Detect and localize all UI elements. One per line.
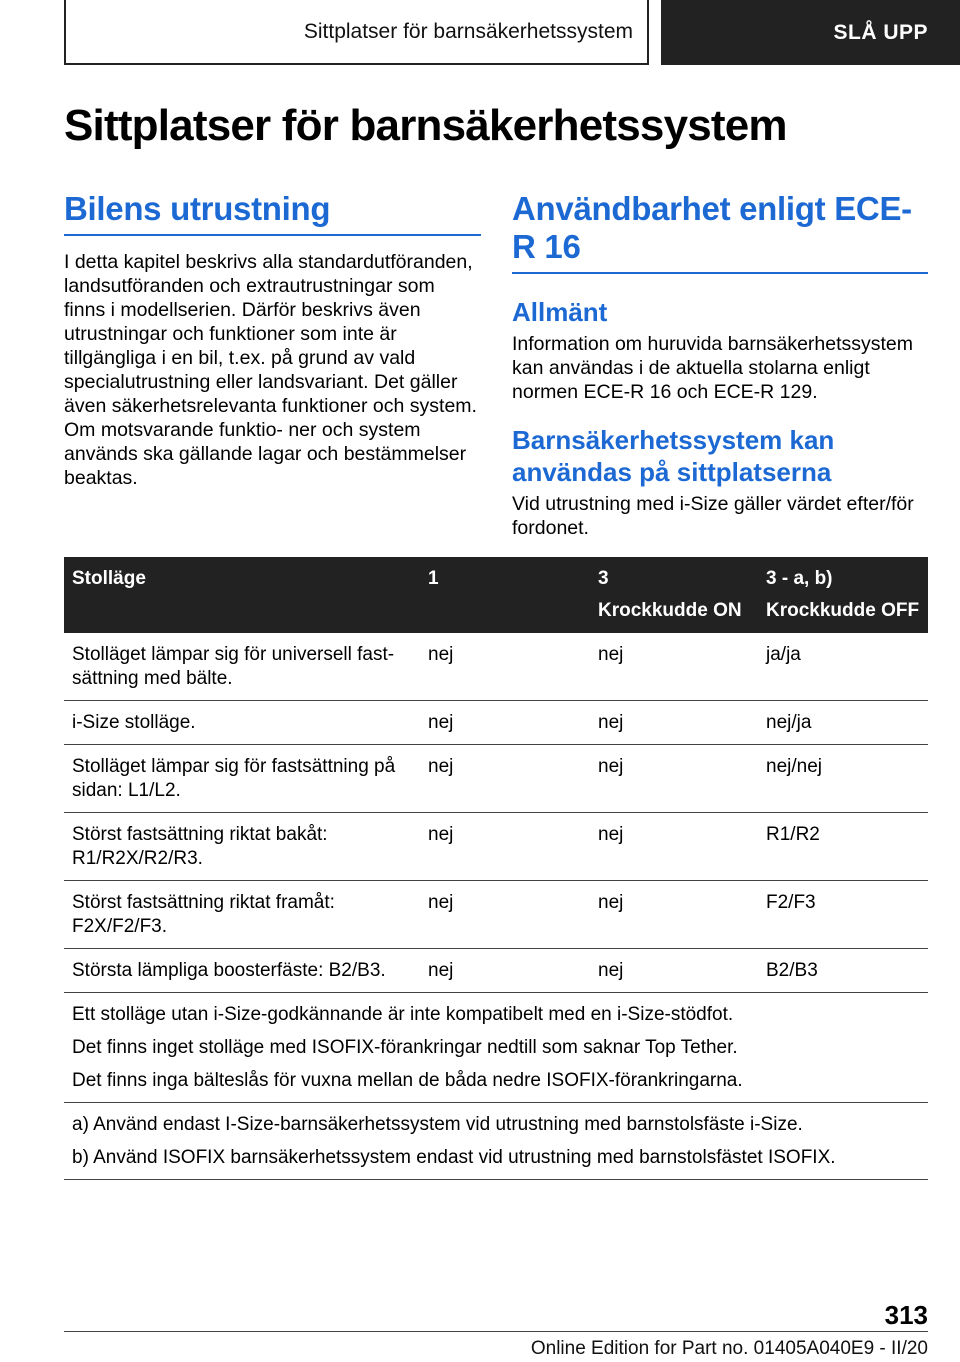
header-section-title-text: Sittplatser för barnsäkerhetssystem (303, 19, 633, 43)
heading-vehicle-equipment: Bilens utrustning (64, 190, 481, 236)
table-cell: nej (590, 813, 758, 881)
table-footnote: b) Använd ISOFIX barnsäkerhetssystem endast vid utrustning med barnstolsfästet ISOFIX. (72, 1147, 836, 1168)
vehicle-equipment-paragraph: I detta kapitel beskrivs alla standardutföranden, landsutföranden och extrautrustningar som finns i modellserien. Därför beskrivs även utrustningar och funktioner som inte är tillgängliga i en bil, t.ex. på grund av vald specialutrustning eller landsvariant. Det gäller även säkerhetsrelevanta funktioner och system. Om motsvarande funktio‐ ner och system används ska gällande lagar och bestämmelser beaktas. (64, 251, 477, 489)
table-note: Det finns inget stolläge med ISOFIX-förankringar nedtill som saknar Top Tether. (72, 1037, 738, 1058)
table-note: Ett stolläge utan i-Size-godkännande är inte kompatibelt med en i-Size-stödfot. (72, 1004, 734, 1025)
table-footnotes-row (64, 1103, 928, 1180)
table-cell: nej (420, 633, 590, 701)
lookup-nav-label: SLÅ UPP (833, 20, 928, 44)
table-row (64, 813, 928, 881)
table-note: Det finns inga bälteslås för vuxna mellan de båda nedre ISOFIX-förankringarna. (72, 1070, 743, 1091)
table-notes-row (64, 993, 928, 1103)
table-header-row (64, 557, 928, 633)
table-cell: Stolläget lämpar sig för fastsättning på sidan: L1/L2. (64, 745, 420, 813)
table-cell: nej (590, 633, 758, 701)
table-cell: nej (590, 701, 758, 745)
table-header-cell: Stolläge (72, 568, 146, 589)
table-cell: Störst fastsättning riktat framåt: F2X/F2/F3. (64, 881, 420, 949)
table-cell: nej (590, 949, 758, 993)
table-cell: B2/B3 (758, 949, 928, 993)
table-row (64, 745, 928, 813)
heading-usable-seats: Barnsäkerhetssystem kan användas på sittplatserna (512, 425, 835, 487)
table-cell: nej (590, 745, 758, 813)
table-notes-cell (64, 993, 928, 1103)
page-title: Sittplatser för barnsäkerhetssystem (64, 101, 787, 150)
table-cell: Stolläget lämpar sig för universell fast‐ sättning med bälte. (64, 633, 420, 701)
table-cell: nej/nej (758, 745, 928, 813)
header-section-title (64, 0, 649, 65)
table-header-cell: 3 - a, b) Krockkudde OFF (766, 568, 920, 621)
table-footnotes-cell (64, 1103, 928, 1180)
lookup-nav-button[interactable] (661, 0, 960, 65)
table-cell: nej (420, 881, 590, 949)
footer-edition: Online Edition for Part no. 01405A040E9 - II/20 (530, 1338, 928, 1359)
table-cell: nej (420, 813, 590, 881)
page-number: 313 (884, 1300, 928, 1330)
table-header-cell: 3 Krockkudde ON (598, 568, 742, 621)
table-row (64, 701, 928, 745)
table-footnote: a) Använd endast I-Size-barnsäkerhetssystem vid utrustning med barnstolsfäste i-Size. (72, 1114, 803, 1135)
table-cell: Största lämpliga boosterfäste: B2/B3. (64, 949, 420, 993)
heading-general: Allmänt (512, 297, 608, 327)
table-row (64, 881, 928, 949)
right-column (512, 190, 928, 540)
table-row (64, 633, 928, 701)
table-cell: Störst fastsättning riktat bakåt: R1/R2X/R2/R3. (64, 813, 420, 881)
table-cell: nej (420, 745, 590, 813)
table-header-cell: 1 (428, 568, 439, 589)
usable-seats-paragraph: Vid utrustning med i-Size gäller värdet efter/för fordonet. (512, 493, 914, 539)
table-cell: i-Size stolläge. (64, 701, 420, 745)
seat-compatibility-table (64, 557, 928, 1180)
left-column (64, 190, 481, 490)
table-cell: F2/F3 (758, 881, 928, 949)
table-cell: nej/ja (758, 701, 928, 745)
table-cell: R1/R2 (758, 813, 928, 881)
general-paragraph: Information om huruvida barnsäkerhetssystem kan användas i de aktuella stolarna enligt normen ECE-R 16 och ECE-R 129. (512, 333, 914, 403)
table-cell: nej (420, 701, 590, 745)
table-cell: nej (420, 949, 590, 993)
table-cell: ja/ja (758, 633, 928, 701)
footer-divider (64, 1331, 928, 1332)
heading-ece-r16: Användbarhet enligt ECE-R 16 (512, 190, 928, 274)
table-row (64, 949, 928, 993)
table-cell: nej (590, 881, 758, 949)
